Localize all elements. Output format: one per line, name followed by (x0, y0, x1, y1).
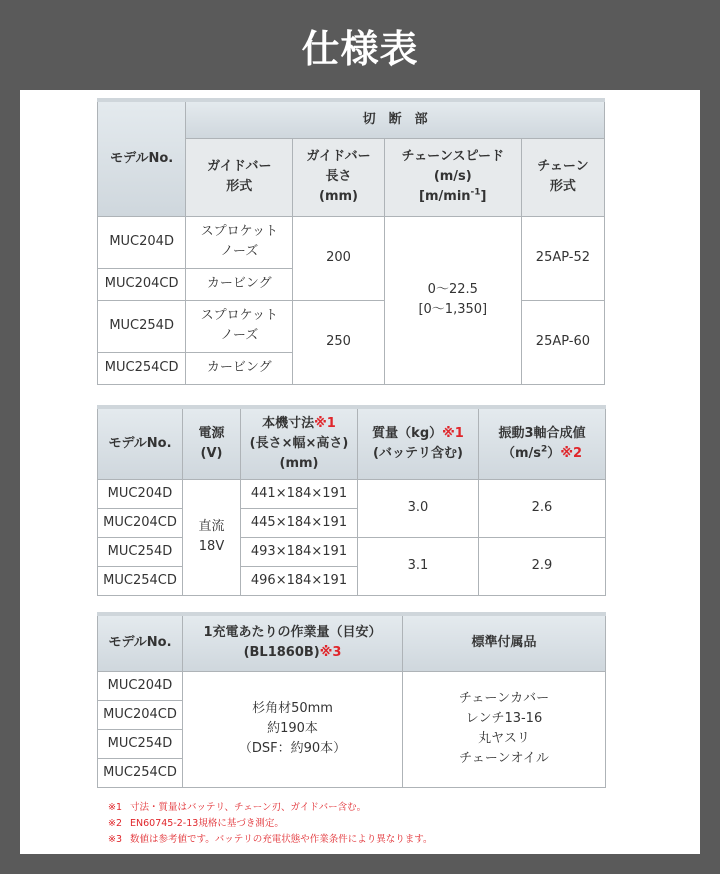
model-cell: MUC204CD (98, 700, 183, 729)
model-cell: MUC254CD (98, 758, 183, 787)
model-cell: MUC204CD (98, 268, 186, 300)
body-spec-table (97, 405, 606, 596)
accessories-header: 標準付属品 (403, 614, 606, 671)
dimension-cell: 445×184×191 (241, 508, 358, 537)
model-header: モデルNo. (98, 614, 183, 671)
accessories-cell: チェーンカバー レンチ13-16 丸ヤスリ チェーンオイル (403, 671, 606, 787)
chain-speed-label: チェーンスピード (m/s) (401, 149, 504, 184)
chain-type-header: チェーン 形式 (521, 138, 604, 216)
power-cell: 直流 18V (183, 479, 241, 595)
bar-type-cell: スプロケット ノーズ (186, 216, 293, 268)
bar-type-cell: カービング (186, 352, 293, 384)
vibration-cell: 2.6 (479, 479, 606, 537)
page-title: 仕様表 (0, 0, 720, 90)
guide-bar-length-header: ガイドバー 長さ (mm) (293, 138, 384, 216)
cutting-spec-table (97, 98, 605, 385)
vibration-cell: 2.9 (479, 537, 606, 595)
footnote: ※2 EN60745-2-13規格に基づき測定。 (108, 818, 284, 829)
chain-speed-cell: 0～22.5 [0～1,350] (384, 216, 521, 384)
work-amount-header: 1充電あたりの作業量（目安） (BL1860B)※3 (183, 614, 403, 671)
footnote: ※1 寸法・質量はバッテリ、チェーン刃、ガイドバー含む。 (108, 802, 367, 813)
model-cell: MUC204D (98, 671, 183, 700)
chain-speed-unit: $[m/\min^{-1}]$ (419, 187, 487, 204)
footnotes (108, 800, 432, 848)
cutting-section-header: 切 断 部 (186, 100, 605, 138)
power-header: 電源 (V) (183, 407, 241, 479)
bar-type-cell: カービング (186, 268, 293, 300)
note-mark: ※1 (314, 415, 336, 431)
bar-length-cell: 250 (293, 300, 384, 384)
model-cell: MUC254D (98, 537, 183, 566)
note-mark: ※1 (442, 425, 464, 441)
model-header: モデルNo. (98, 407, 183, 479)
model-cell: MUC254D (98, 300, 186, 352)
chain-type-cell: 25AP-52 (521, 216, 604, 300)
note-mark: ※3 (319, 645, 342, 661)
bottom-bar (0, 854, 720, 874)
model-cell: MUC204D (98, 479, 183, 508)
dimension-cell: 441×184×191 (241, 479, 358, 508)
model-cell: MUC254D (98, 729, 183, 758)
model-cell: MUC204D (98, 216, 186, 268)
footnote: ※3 数値は参考値です。バッテリの充電状態や作業条件により異なります。 (108, 834, 433, 845)
model-cell: MUC204CD (98, 508, 183, 537)
chain-speed-header (384, 138, 521, 216)
note-mark: ※2 (560, 445, 582, 461)
dimensions-header: 本機寸法※1 (長さ×幅×高さ) (mm) (241, 407, 358, 479)
guide-bar-type-header: ガイドバー 形式 (186, 138, 293, 216)
model-cell: MUC254CD (98, 566, 183, 595)
mass-header: 質量（kg）※1 (バッテリ含む) (358, 407, 479, 479)
bar-type-cell: スプロケット ノーズ (186, 300, 293, 352)
vibration-header: 振動3軸合成値 $(m/s^2)※2$ (479, 407, 606, 479)
work-accessory-table (97, 612, 606, 788)
dimension-cell: 496×184×191 (241, 566, 358, 595)
chain-type-cell: 25AP-60 (521, 300, 604, 384)
mass-cell: 3.1 (358, 537, 479, 595)
bar-length-cell: 200 (293, 216, 384, 300)
model-cell: MUC254CD (98, 352, 186, 384)
dimension-cell: 493×184×191 (241, 537, 358, 566)
mass-cell: 3.0 (358, 479, 479, 537)
model-header: モデルNo. (98, 100, 186, 216)
work-amount-cell: 杉角材50mm 約190本 （DSF：約90本） (183, 671, 403, 787)
